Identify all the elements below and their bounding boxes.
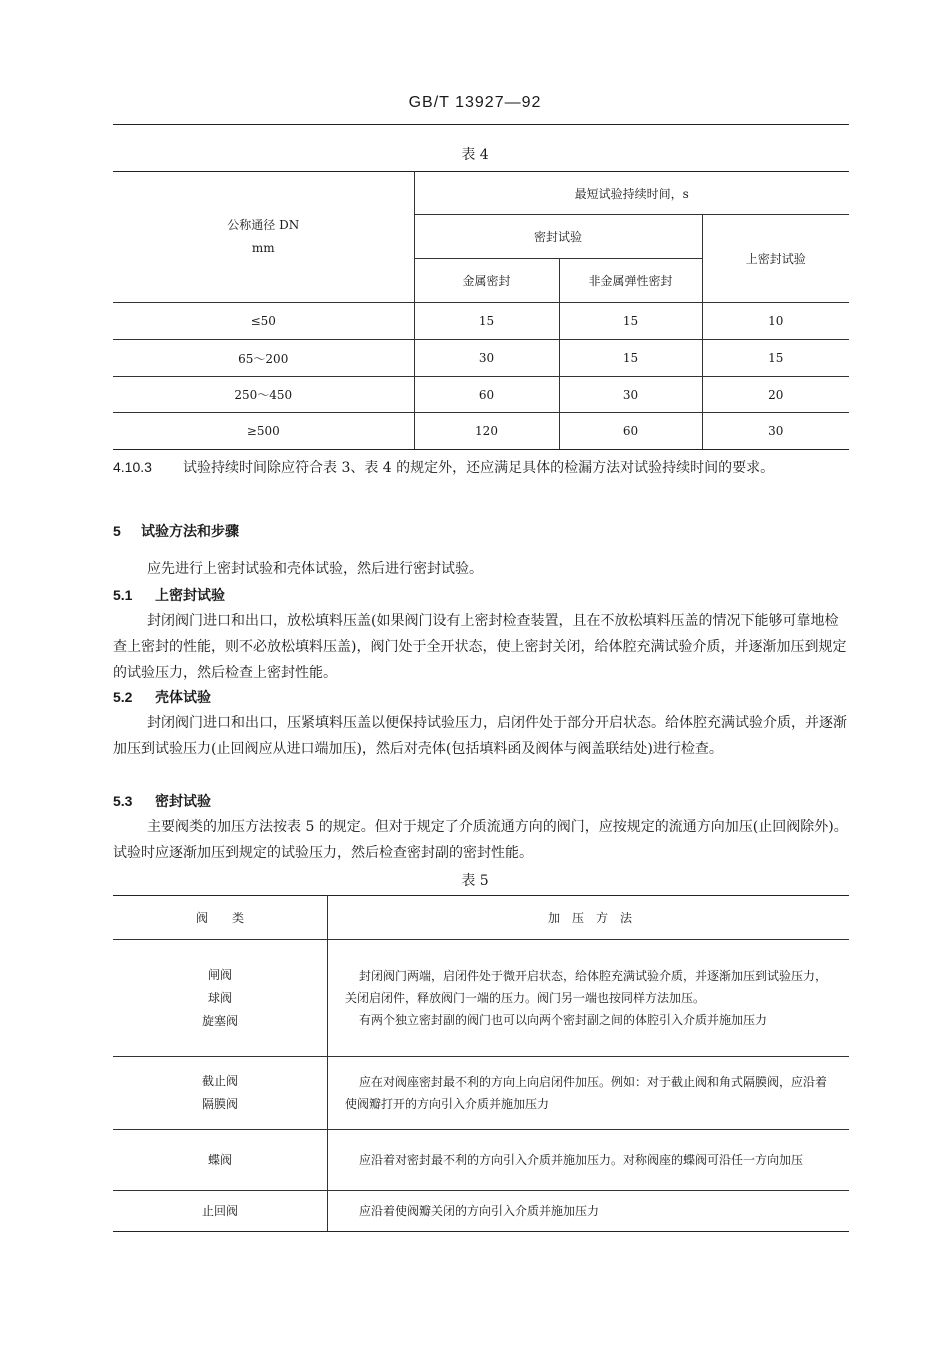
document-code: GB/T 13927—92 (408, 94, 542, 111)
nonmetal-cell: 60 (559, 413, 702, 450)
method-cell (328, 1130, 850, 1191)
valve-type: 蝶阀 (207, 1152, 232, 1167)
valve-type: 闸阀 (207, 967, 232, 982)
table4-dn-header (113, 172, 414, 303)
section-number: 4.10.3 (113, 459, 152, 475)
section-text: 试验持续时间除应符合表 3、表 4 的规定外，还应满足具体的检漏方法对试验持续时间的要求。 (183, 460, 775, 476)
valve-type-cell (113, 940, 328, 1057)
nonmetal-cell: 15 (559, 303, 702, 340)
section-number: 5 (113, 523, 121, 539)
valve-type: 截止阀 (201, 1074, 238, 1088)
section-5-text: 应先进行上密封试验和壳体试验，然后进行密封试验。 (147, 561, 483, 577)
metal-cell: 120 (414, 413, 559, 450)
valve-type-header: 阀 类 (113, 896, 328, 940)
section-5-heading (113, 518, 849, 545)
nonmetal-seal-header: 非金属弹性密封 (559, 259, 702, 303)
section-5-3-text: 主要阀类的加压方法按表 5 的规定。但对于规定了介质流通方向的阀门，应按规定的流通方向加压(止回阀除外)。试验时应逐渐加压到规定的试验压力，然后检查密封副的密封性能。 (113, 819, 848, 861)
table-row (113, 377, 849, 413)
metal-cell: 15 (414, 303, 559, 340)
table4 (113, 171, 849, 450)
section-title: 壳体试验 (155, 690, 211, 706)
section-title: 密封试验 (155, 794, 211, 810)
method-cell (328, 940, 850, 1057)
seal-test-header: 密封试验 (414, 215, 702, 259)
method-text: 应沿着对密封最不利的方向引入介质并施加压力。对称阀座的蝶阀可沿任一方向加压 (359, 1153, 804, 1167)
table4-caption: 表 4 (461, 147, 489, 163)
method-text: 封闭阀门两端，启闭件处于微开启状态，给体腔充满试验介质，并逐渐加压到试验压力，关闭启闭件，释放阀门一端的压力。阀门另一端也按同样方法加压。 (345, 969, 828, 1005)
section-5-2-text: 封闭阀门进口和出口，压紧填料压盖以便保持试验压力，启闭件处于部分开启状态。给体腔充满试验介质，并逐渐加压到试验压力(止回阀应从进口端加压)，然后对壳体(包括填料函及阀体与阀盖联结处)进行检查。 (113, 715, 847, 757)
section-5-1-text: 封闭阀门进口和出口，放松填料压盖(如果阀门设有上密封检查装置，且在不放松填料压盖的情况下能够可靠地检查上密封的性能，则不必放松填料压盖)，阀门处于全开状态，使上密封关闭，给体腔充满试验介质，并逐渐加压到规定的试验压力，然后检查上密封性能。 (113, 613, 847, 681)
metal-seal-header: 金属密封 (414, 259, 559, 303)
table5-caption: 表 5 (461, 873, 489, 889)
table-row (113, 1057, 849, 1130)
method-text: 应在对阀座密封最不利的方向上向启闭件加压。例如：对于截止阀和角式隔膜阀，应沿着使阀瓣打开的方向引入介质并施加压力 (345, 1075, 828, 1111)
header-rule (113, 124, 849, 125)
dn-cell: ≥500 (113, 413, 414, 450)
nonmetal-cell: 30 (559, 377, 702, 413)
section-number: 5.1 (113, 587, 133, 603)
section-5-3-heading (113, 788, 849, 815)
dn-cell: 250～450 (113, 377, 414, 413)
dn-cell: ≤50 (113, 303, 414, 340)
dn-unit: mm (251, 241, 275, 255)
valve-type: 隔膜阀 (201, 1097, 238, 1111)
section-5-2-heading (113, 684, 849, 711)
method-cell (328, 1057, 850, 1130)
section-4-10-3 (113, 454, 849, 481)
metal-cell: 30 (414, 340, 559, 377)
table-row (113, 413, 849, 450)
method-text: 有两个独立密封副的阀门也可以向两个密封副之间的体腔引入介质并施加压力 (359, 1013, 768, 1027)
upper-cell: 20 (702, 377, 849, 413)
upper-seal-header: 上密封试验 (702, 215, 849, 303)
table-row (113, 303, 849, 340)
nonmetal-cell: 15 (559, 340, 702, 377)
min-time-header: 最短试验持续时间，s (414, 172, 849, 215)
method-cell (328, 1191, 850, 1232)
valve-type-cell (113, 1057, 328, 1130)
section-title: 试验方法和步骤 (141, 524, 239, 540)
upper-cell: 15 (702, 340, 849, 377)
valve-type-cell (113, 1191, 328, 1232)
dn-label: 公称通径 DN (227, 218, 300, 232)
valve-type: 旋塞阀 (201, 1013, 238, 1028)
metal-cell: 60 (414, 377, 559, 413)
section-5-1-heading (113, 582, 849, 609)
upper-cell: 10 (702, 303, 849, 340)
table-row (113, 940, 849, 1057)
method-text: 应沿着使阀瓣关闭的方向引入介质并施加压力 (359, 1204, 600, 1218)
section-number: 5.2 (113, 689, 133, 705)
dn-cell: 65～200 (113, 340, 414, 377)
valve-type-cell (113, 1130, 328, 1191)
upper-cell: 30 (702, 413, 849, 450)
table-row (113, 340, 849, 377)
section-title: 上密封试验 (155, 588, 225, 604)
table-row (113, 1191, 849, 1232)
table-row (113, 1130, 849, 1191)
valve-type: 止回阀 (201, 1203, 238, 1218)
pressure-method-header: 加 压 方 法 (328, 896, 850, 940)
valve-type: 球阀 (207, 990, 232, 1005)
section-number: 5.3 (113, 793, 133, 809)
table5 (113, 895, 849, 1232)
